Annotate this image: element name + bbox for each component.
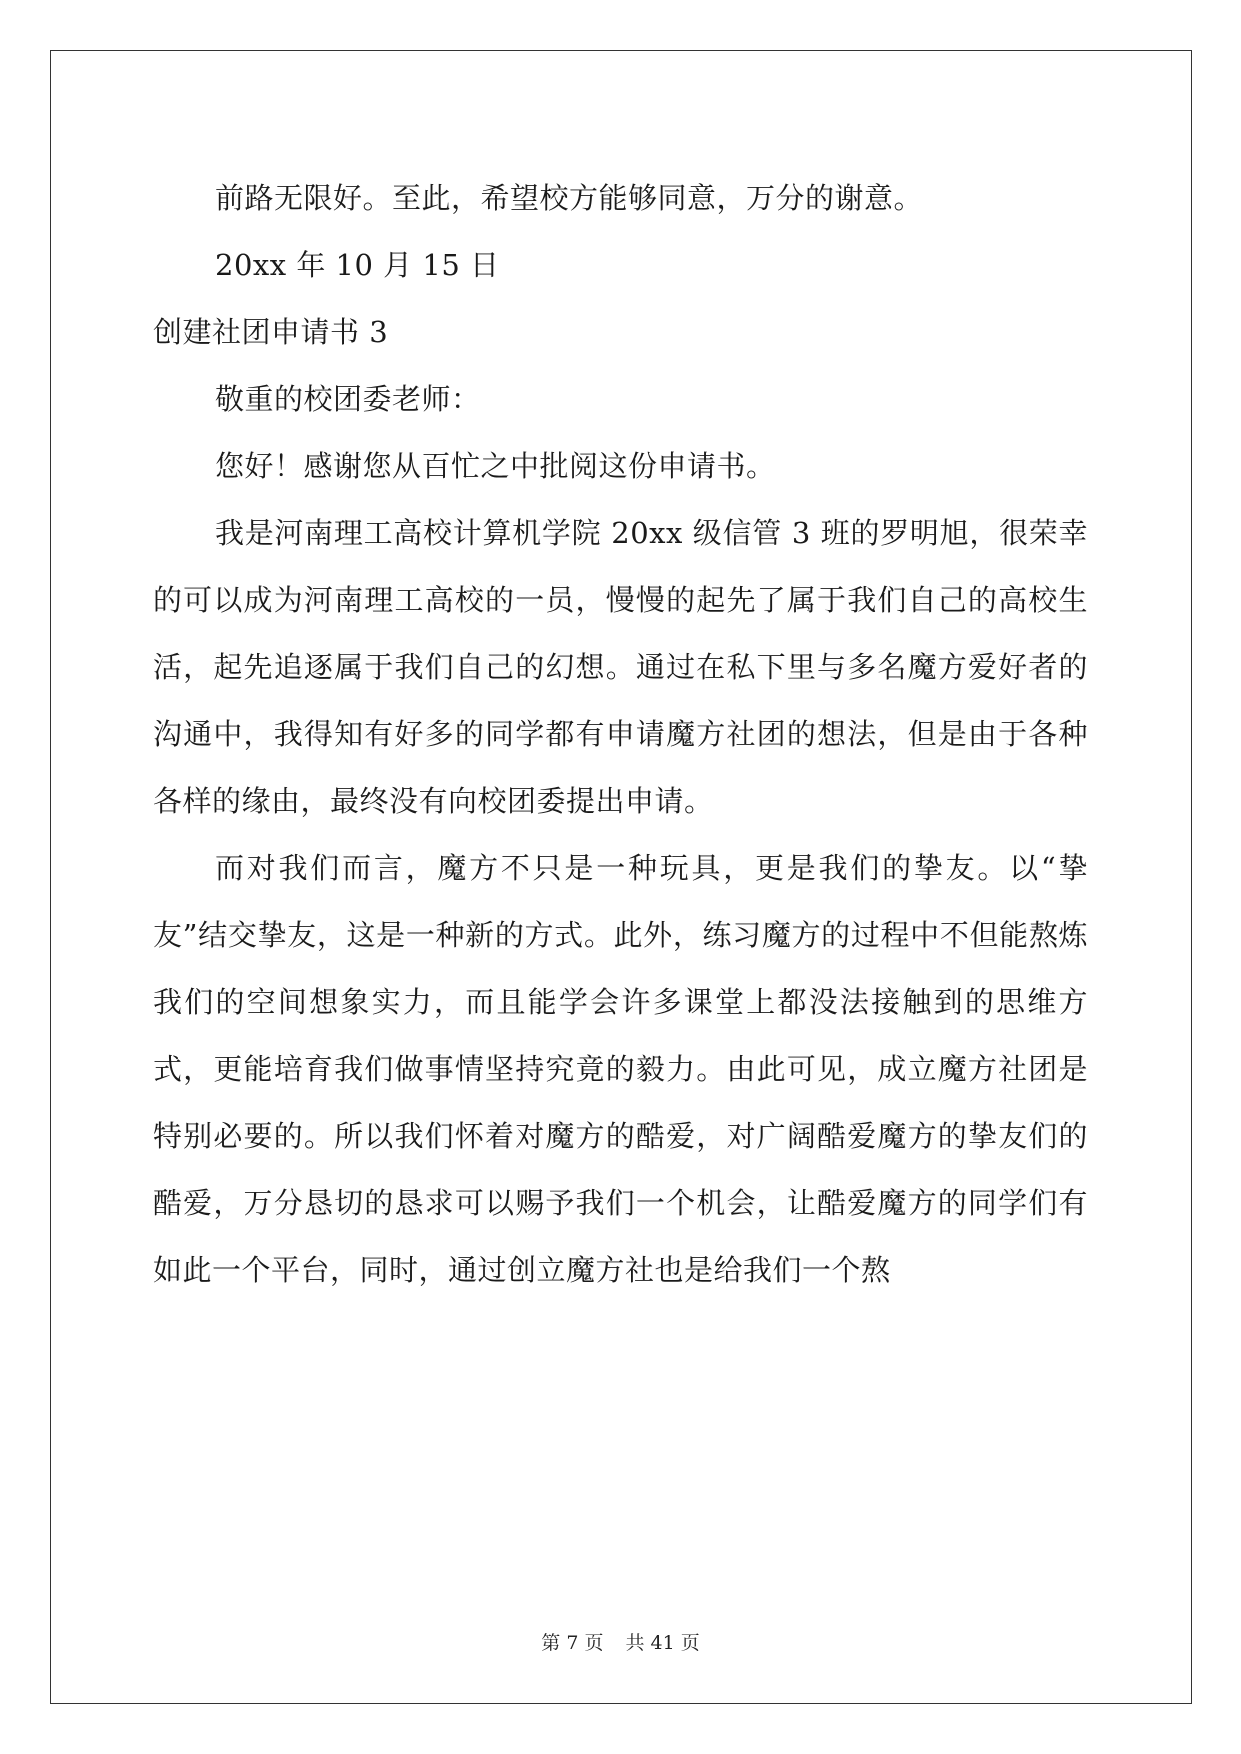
page-number: 第 7 页 bbox=[541, 1632, 604, 1654]
page-total: 共 41 页 bbox=[625, 1632, 700, 1654]
paragraph-date: 20xx 年 10 月 15 日 bbox=[215, 248, 500, 282]
paragraph-reasons: 而对我们而言，魔方不只是一种玩具，更是我们的挚友。以“挚友”结交挚友，这是一种新的方式。此外，练习魔方的过程中不但能熬炼我们的空间想象实力，而且能学会许多课堂上都没法接触到的思维方式，更能培育我们做事情坚持究竟的毅力。由此可见，成立魔方社团是特别必要的。所以我们怀着对魔方的酷爱，对广阔酷爱魔方的挚友们的酷爱，万分恳切的恳求可以赐予我们一个机会，让酷爱魔方的同学们有如此一个平台，同时，通过创立魔方社也是给我们一个熬 bbox=[153, 851, 1088, 1287]
paragraph-greeting: 您好！感谢您从百忙之中批阅这份申请书。 bbox=[215, 449, 776, 483]
document-body bbox=[153, 165, 1088, 1304]
section-heading: 创建社团申请书 3 bbox=[153, 315, 389, 349]
paragraph-salutation: 敬重的校团委老师： bbox=[215, 382, 481, 416]
paragraph-introduction: 我是河南理工高校计算机学院 20xx 级信管 3 班的罗明旭，很荣幸的可以成为河南理工高校的一员，慢慢的起先了属于我们自己的高校生活，起先追逐属于我们自己的幻想。通过在私下里与多名魔方爱好者的沟通中，我得知有好多的同学都有申请魔方社团的想法，但是由于各种各样的缘由，最终没有向校团委提出申请。 bbox=[153, 516, 1088, 818]
page-footer bbox=[0, 1628, 1241, 1655]
paragraph-closing: 前路无限好。至此，希望校方能够同意，万分的谢意。 bbox=[215, 181, 924, 215]
